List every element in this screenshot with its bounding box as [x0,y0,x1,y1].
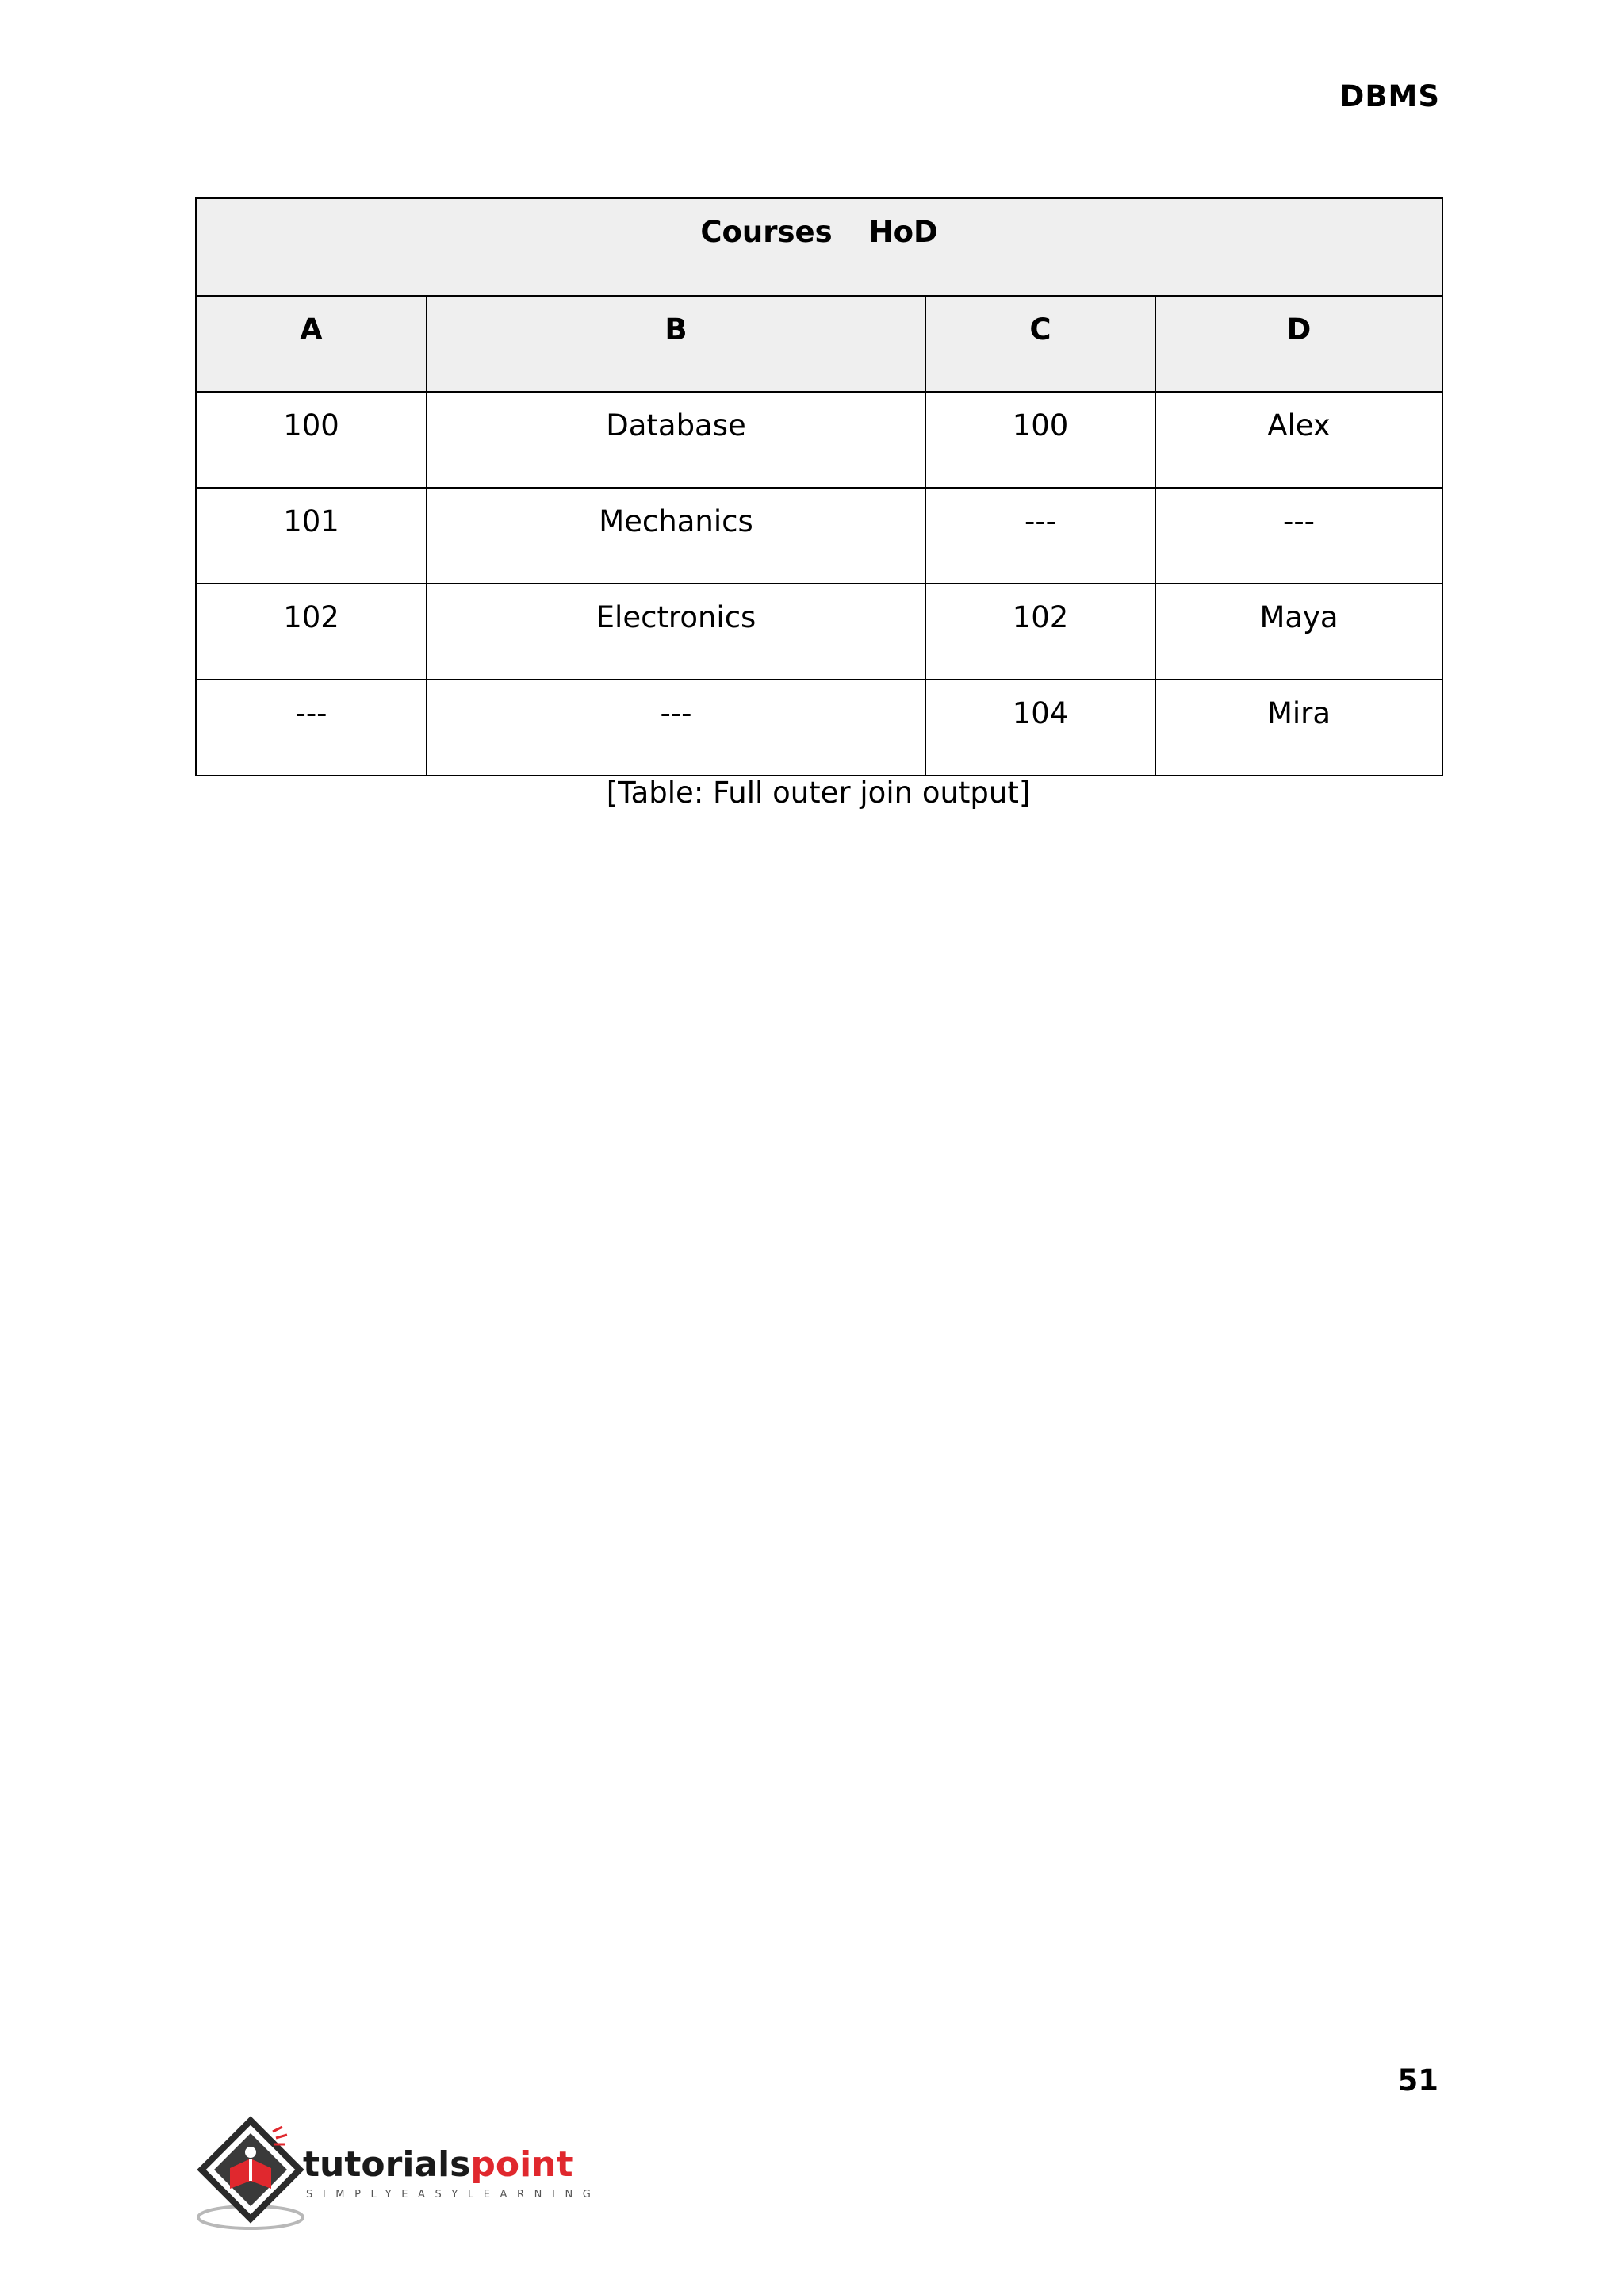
column-header-d: D [1155,296,1442,392]
tutorialspoint-logo [195,2116,601,2235]
table-row [196,488,1442,584]
table-cell: Mira [1155,680,1442,776]
table-cell: --- [196,680,427,776]
page-number: 51 [1397,2063,1438,2098]
running-header-title: DBMS [1339,79,1440,113]
full-outer-join-table [195,197,1443,776]
logo-word-tutorials: tutorials [303,2144,471,2185]
table-cell: 104 [925,680,1155,776]
table-header-row [196,296,1442,392]
table-caption: [Table: Full outer join output] [606,776,1031,810]
logo-wordmark [303,2144,573,2185]
table-title-right: HoD [868,215,938,249]
table-title-left: Courses [700,215,833,249]
table-cell: Database [427,392,925,488]
table-cell: --- [427,680,925,776]
column-header-b: B [427,296,925,392]
table-cell: 100 [196,392,427,488]
table-cell: 102 [925,584,1155,680]
column-header-a: A [196,296,427,392]
table-row [196,584,1442,680]
table-cell: --- [925,488,1155,584]
table-cell: 102 [196,584,427,680]
table-row [196,392,1442,488]
logo-word-point: point [470,2144,573,2185]
table-title-cell [196,198,1442,296]
table-cell: Alex [1155,392,1442,488]
table-cell: Maya [1155,584,1442,680]
table-title-row [196,198,1442,296]
table-cell: 101 [196,488,427,584]
table-cell: Mechanics [427,488,925,584]
logo-diamond-icon [195,2116,306,2235]
column-header-c: C [925,296,1155,392]
table-cell: --- [1155,488,1442,584]
table-cell: 100 [925,392,1155,488]
table-row [196,680,1442,776]
logo-tagline: SIMPLYEASYLEARNING [306,2189,601,2201]
table-cell: Electronics [427,584,925,680]
